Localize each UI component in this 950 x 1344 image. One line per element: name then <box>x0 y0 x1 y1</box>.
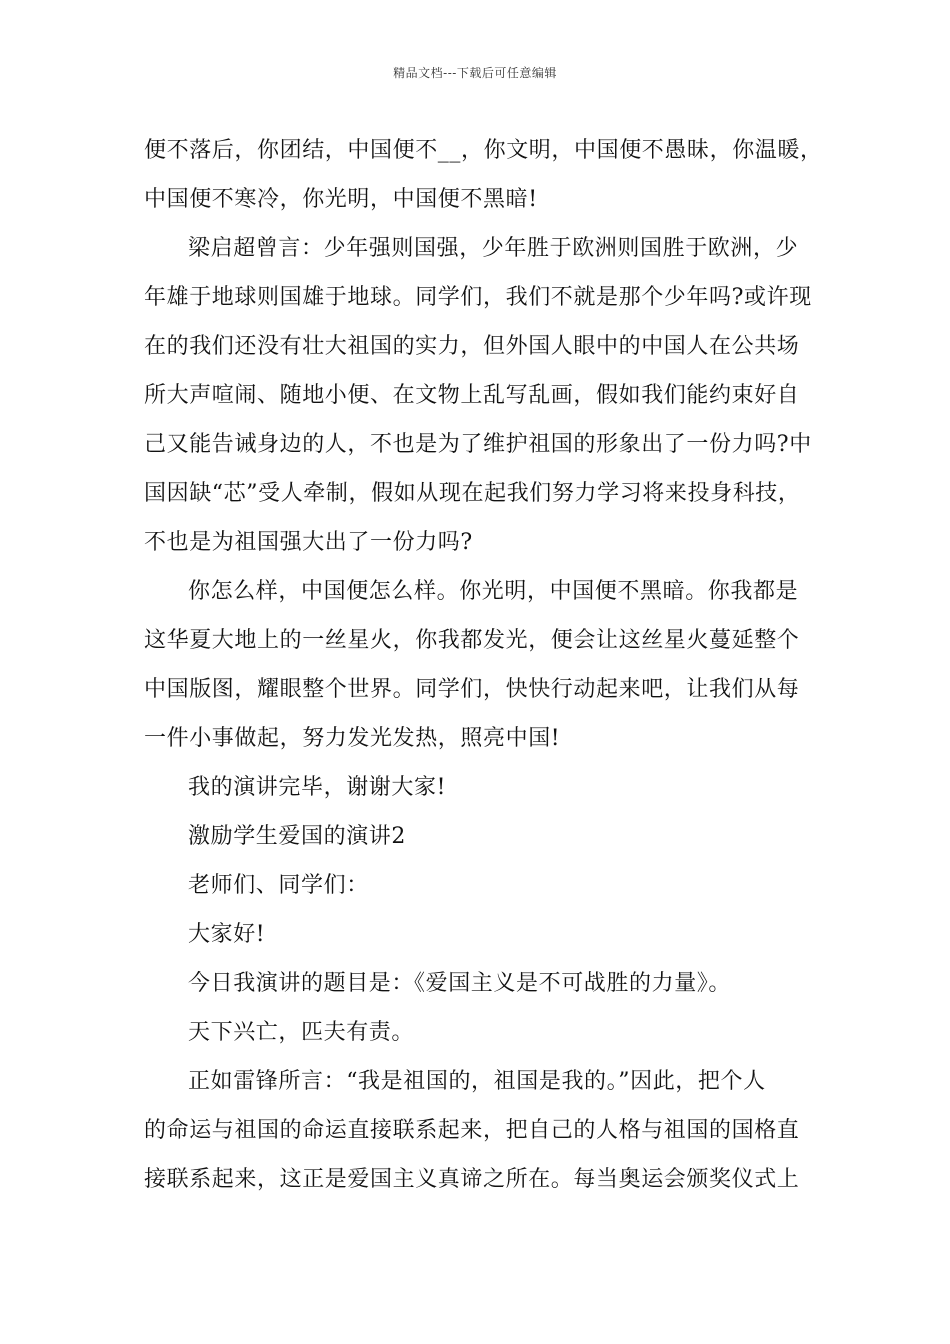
text-line: 这华夏大地上的一丝星火，你我都发光，便会让这丝星火蔓延整个 <box>144 628 800 653</box>
text-line: 所大声喧闹、随地小便、在文物上乱写乱画，假如我们能约束好自 <box>144 383 800 408</box>
page-header: 精品文档---下载后可任意编辑 <box>393 66 557 80</box>
text-line: 老师们、同学们： <box>188 873 369 898</box>
text-line: 中国便不寒冷，你光明，中国便不黑暗! <box>144 187 538 212</box>
text-line: 梁启超曾言：少年强则国强，少年胜于欧洲则国胜于欧洲，少 <box>188 236 799 261</box>
text-line: 的命运与祖国的命运直接联系起来，把自己的人格与祖国的国格直 <box>144 1118 800 1143</box>
text-line: 激励学生爱国的演讲2 <box>188 824 406 849</box>
text-line: 你怎么样，中国便怎么样。你光明，中国便不黑暗。你我都是 <box>188 579 799 604</box>
text-line: 在的我们还没有壮大祖国的实力，但外国人眼中的中国人在公共场 <box>144 334 800 359</box>
text-line: 天下兴亡，匹夫有责。 <box>188 1020 415 1045</box>
text-line: 己又能告诫身边的人，不也是为了维护祖国的形象出了一份力吗?中 <box>144 432 812 457</box>
text-line: 中国版图，耀眼整个世界。同学们，快快行动起来吧，让我们从每 <box>144 677 800 702</box>
text-line: 今日我演讲的题目是：《爱国主义是不可战胜的力量》。 <box>188 971 732 996</box>
text-line: 我的演讲完毕，谢谢大家! <box>188 775 447 800</box>
text-line: 便不落后，你团结，中国便不__，你文明，中国便不愚昧，你温暖， <box>144 138 823 163</box>
text-line: 一件小事做起，努力发光发热，照亮中国! <box>144 726 561 751</box>
document-body <box>144 126 823 1204</box>
text-line: 年雄于地球则国雄于地球。同学们，我们不就是那个少年吗?或许现 <box>144 285 812 310</box>
text-line: 国因缺“芯”受人牵制，假如从现在起我们努力学习将来投身科技， <box>144 481 801 506</box>
text-line: 大家好! <box>188 922 266 947</box>
text-line: 不也是为祖国强大出了一份力吗? <box>144 530 473 555</box>
text-line: 正如雷锋所言：“我是祖国的，祖国是我的。”因此，把个人 <box>188 1069 766 1094</box>
text-line: 接联系起来，这正是爱国主义真谛之所在。每当奥运会颁奖仪式上 <box>144 1167 800 1192</box>
